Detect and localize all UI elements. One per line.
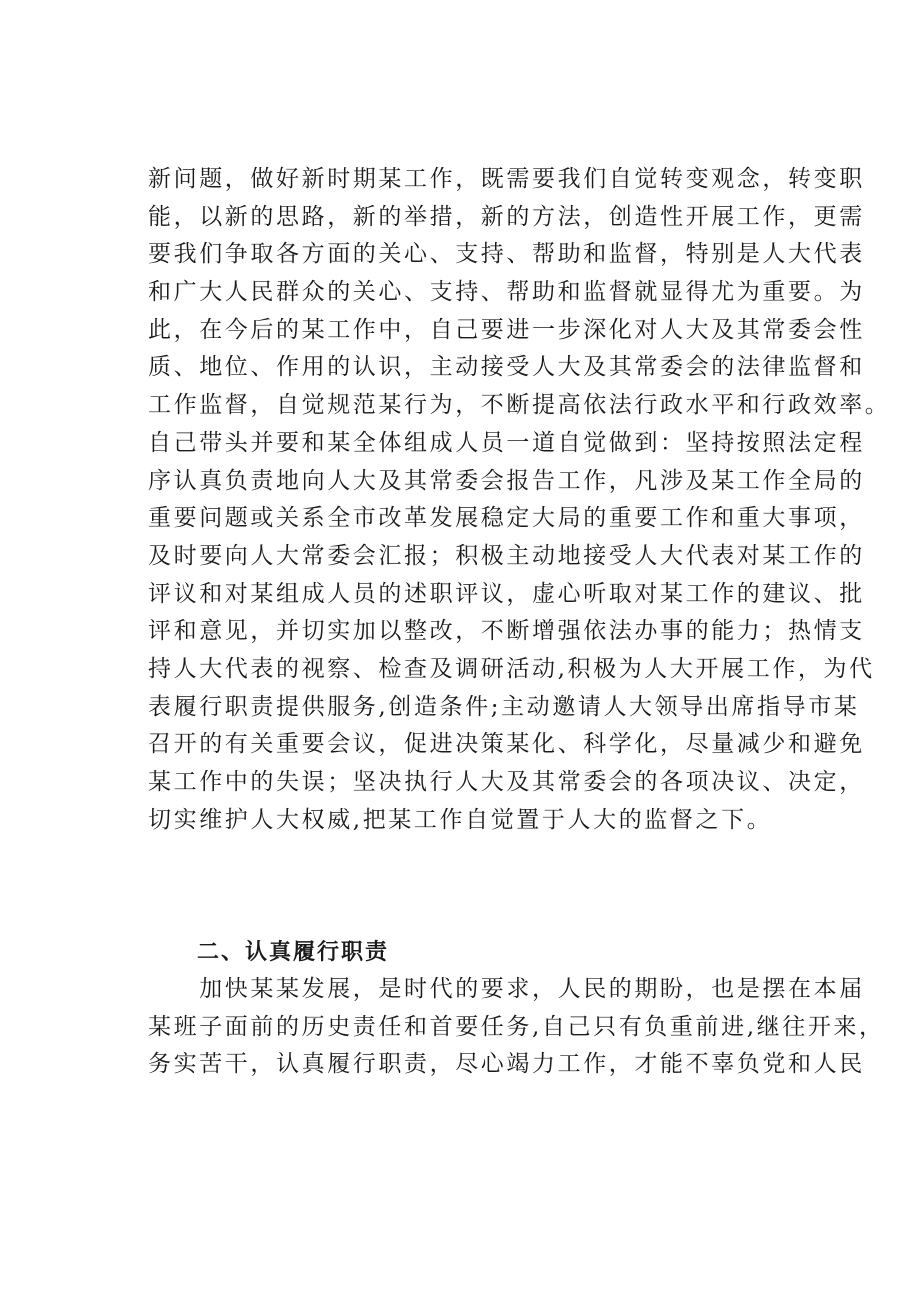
text-line: 务实苦干，认真履行职责，尽心竭力工作，才能不辜负党和人民 [148,1051,865,1078]
text-line: 加快某某发展，是时代的要求，人民的期盼，也是摆在本届 [148,976,865,1002]
text-line: 切实维护人大权威,把某工作自觉置于人大的监督之下。 [148,806,773,833]
text-line: 表履行职责提供服务,创造条件;主动邀请人大领导出席指导市某 [148,693,860,720]
text-line: 及时要向人大常委会汇报；积极主动地接受人大代表对某工作的 [148,542,865,569]
text-line: 召开的有关重要会议，促进决策某化、科学化，尽量减少和避免 [148,731,865,758]
text-line: 某工作中的失误；坚决执行人大及其常委会的各项决议、决定， [148,769,865,795]
text-line: 重要问题或关系全市改革发展稳定大局的重要工作和重大事项， [148,505,865,532]
text-line: 质、地位、作用的认识，主动接受人大及其常委会的法律监督和 [148,354,865,381]
text-line: 序认真负责地向人大及其常委会报告工作，凡涉及某工作全局的 [148,467,865,494]
text-line: 某班子面前的历史责任和首要任务,自己只有负重前进,继往开来， [148,1013,885,1040]
text-line: 评议和对某组成人员的述职评议，虚心听取对某工作的建议、批 [148,580,865,607]
text-line: 能，以新的思路，新的举措，新的方法，创造性开展工作，更需 [148,203,865,230]
text-line: 和广大人民群众的关心、支持、帮助和监督就显得尤为重要。为 [148,279,865,306]
text-line: 自己带头并要和某全体组成人员一道自觉做到：坚持按照法定程 [148,429,865,456]
text-line: 持人大代表的视察、检查及调研活动,积极为人大开展工作，为代 [148,655,875,682]
text-line: 新问题，做好新时期某工作，既需要我们自觉转变观念，转变职 [148,166,865,192]
body-paragraph [148,971,885,1084]
text-line: 要我们争取各方面的关心、支持、帮助和监督，特别是人大代表 [148,241,865,268]
text-line: 工作监督，自觉规范某行为，不断提高依法行政水平和行政效率。 [148,392,891,419]
body-paragraph [148,161,891,839]
text-line: 评和意见，并切实加以整改，不断增强依法办事的能力；热情支 [148,618,865,645]
text-line: 此，在今后的某工作中，自己要进一步深化对人大及其常委会性 [148,316,865,343]
section-heading: 二、认真履行职责 [197,940,390,965]
